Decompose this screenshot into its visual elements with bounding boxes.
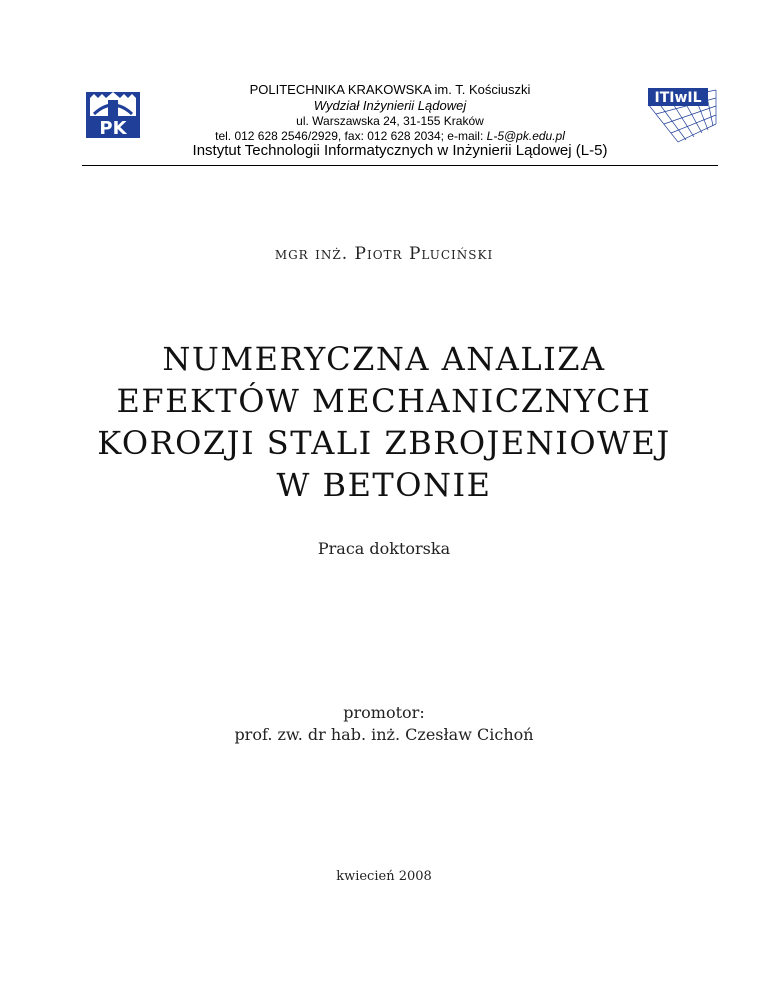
promotor-block <box>0 702 768 746</box>
title-line-3: KOROZJI STALI ZBROJENIOWEJ <box>97 424 671 462</box>
title-line-4: W BETONIE <box>276 466 492 504</box>
letterhead-text <box>152 82 628 144</box>
itwil-logo-text: ITIwIL <box>654 90 702 106</box>
author-name: mgr inż. Piotr Pluciński <box>274 244 494 264</box>
promotor-label: promotor: <box>343 703 425 722</box>
header-divider <box>82 165 718 166</box>
university-name: POLITECHNIKA KRAKOWSKA im. T. Kościuszki <box>249 82 531 97</box>
pk-logo-text: PK <box>99 118 127 139</box>
title-line-1: NUMERYCZNA ANALIZA <box>162 340 606 378</box>
thesis-title <box>0 338 768 506</box>
institute-name: Instytut Technologii Informatycznych w Inżynierii Lądowej (L-5) <box>192 142 608 159</box>
contact-email: L-5@pk.edu.pl <box>486 129 565 143</box>
date: kwiecień 2008 <box>336 869 432 884</box>
title-line-2: EFEKTÓW MECHANICZNYCH <box>116 382 652 420</box>
itwil-logo <box>638 84 718 144</box>
author <box>0 244 768 264</box>
document-type: Praca doktorska <box>317 539 451 558</box>
contact-phone-fax: tel. 012 628 2546/2929, fax: 012 628 2034; e-mail: <box>215 129 487 143</box>
promotor-name: prof. zw. dr hab. inż. Czesław Cichoń <box>234 725 534 744</box>
address: ul. Warszawska 24, 31-155 Kraków <box>296 114 484 128</box>
pk-logo <box>84 90 142 140</box>
faculty-name: Wydział Inżynierii Lądowej <box>313 98 467 113</box>
